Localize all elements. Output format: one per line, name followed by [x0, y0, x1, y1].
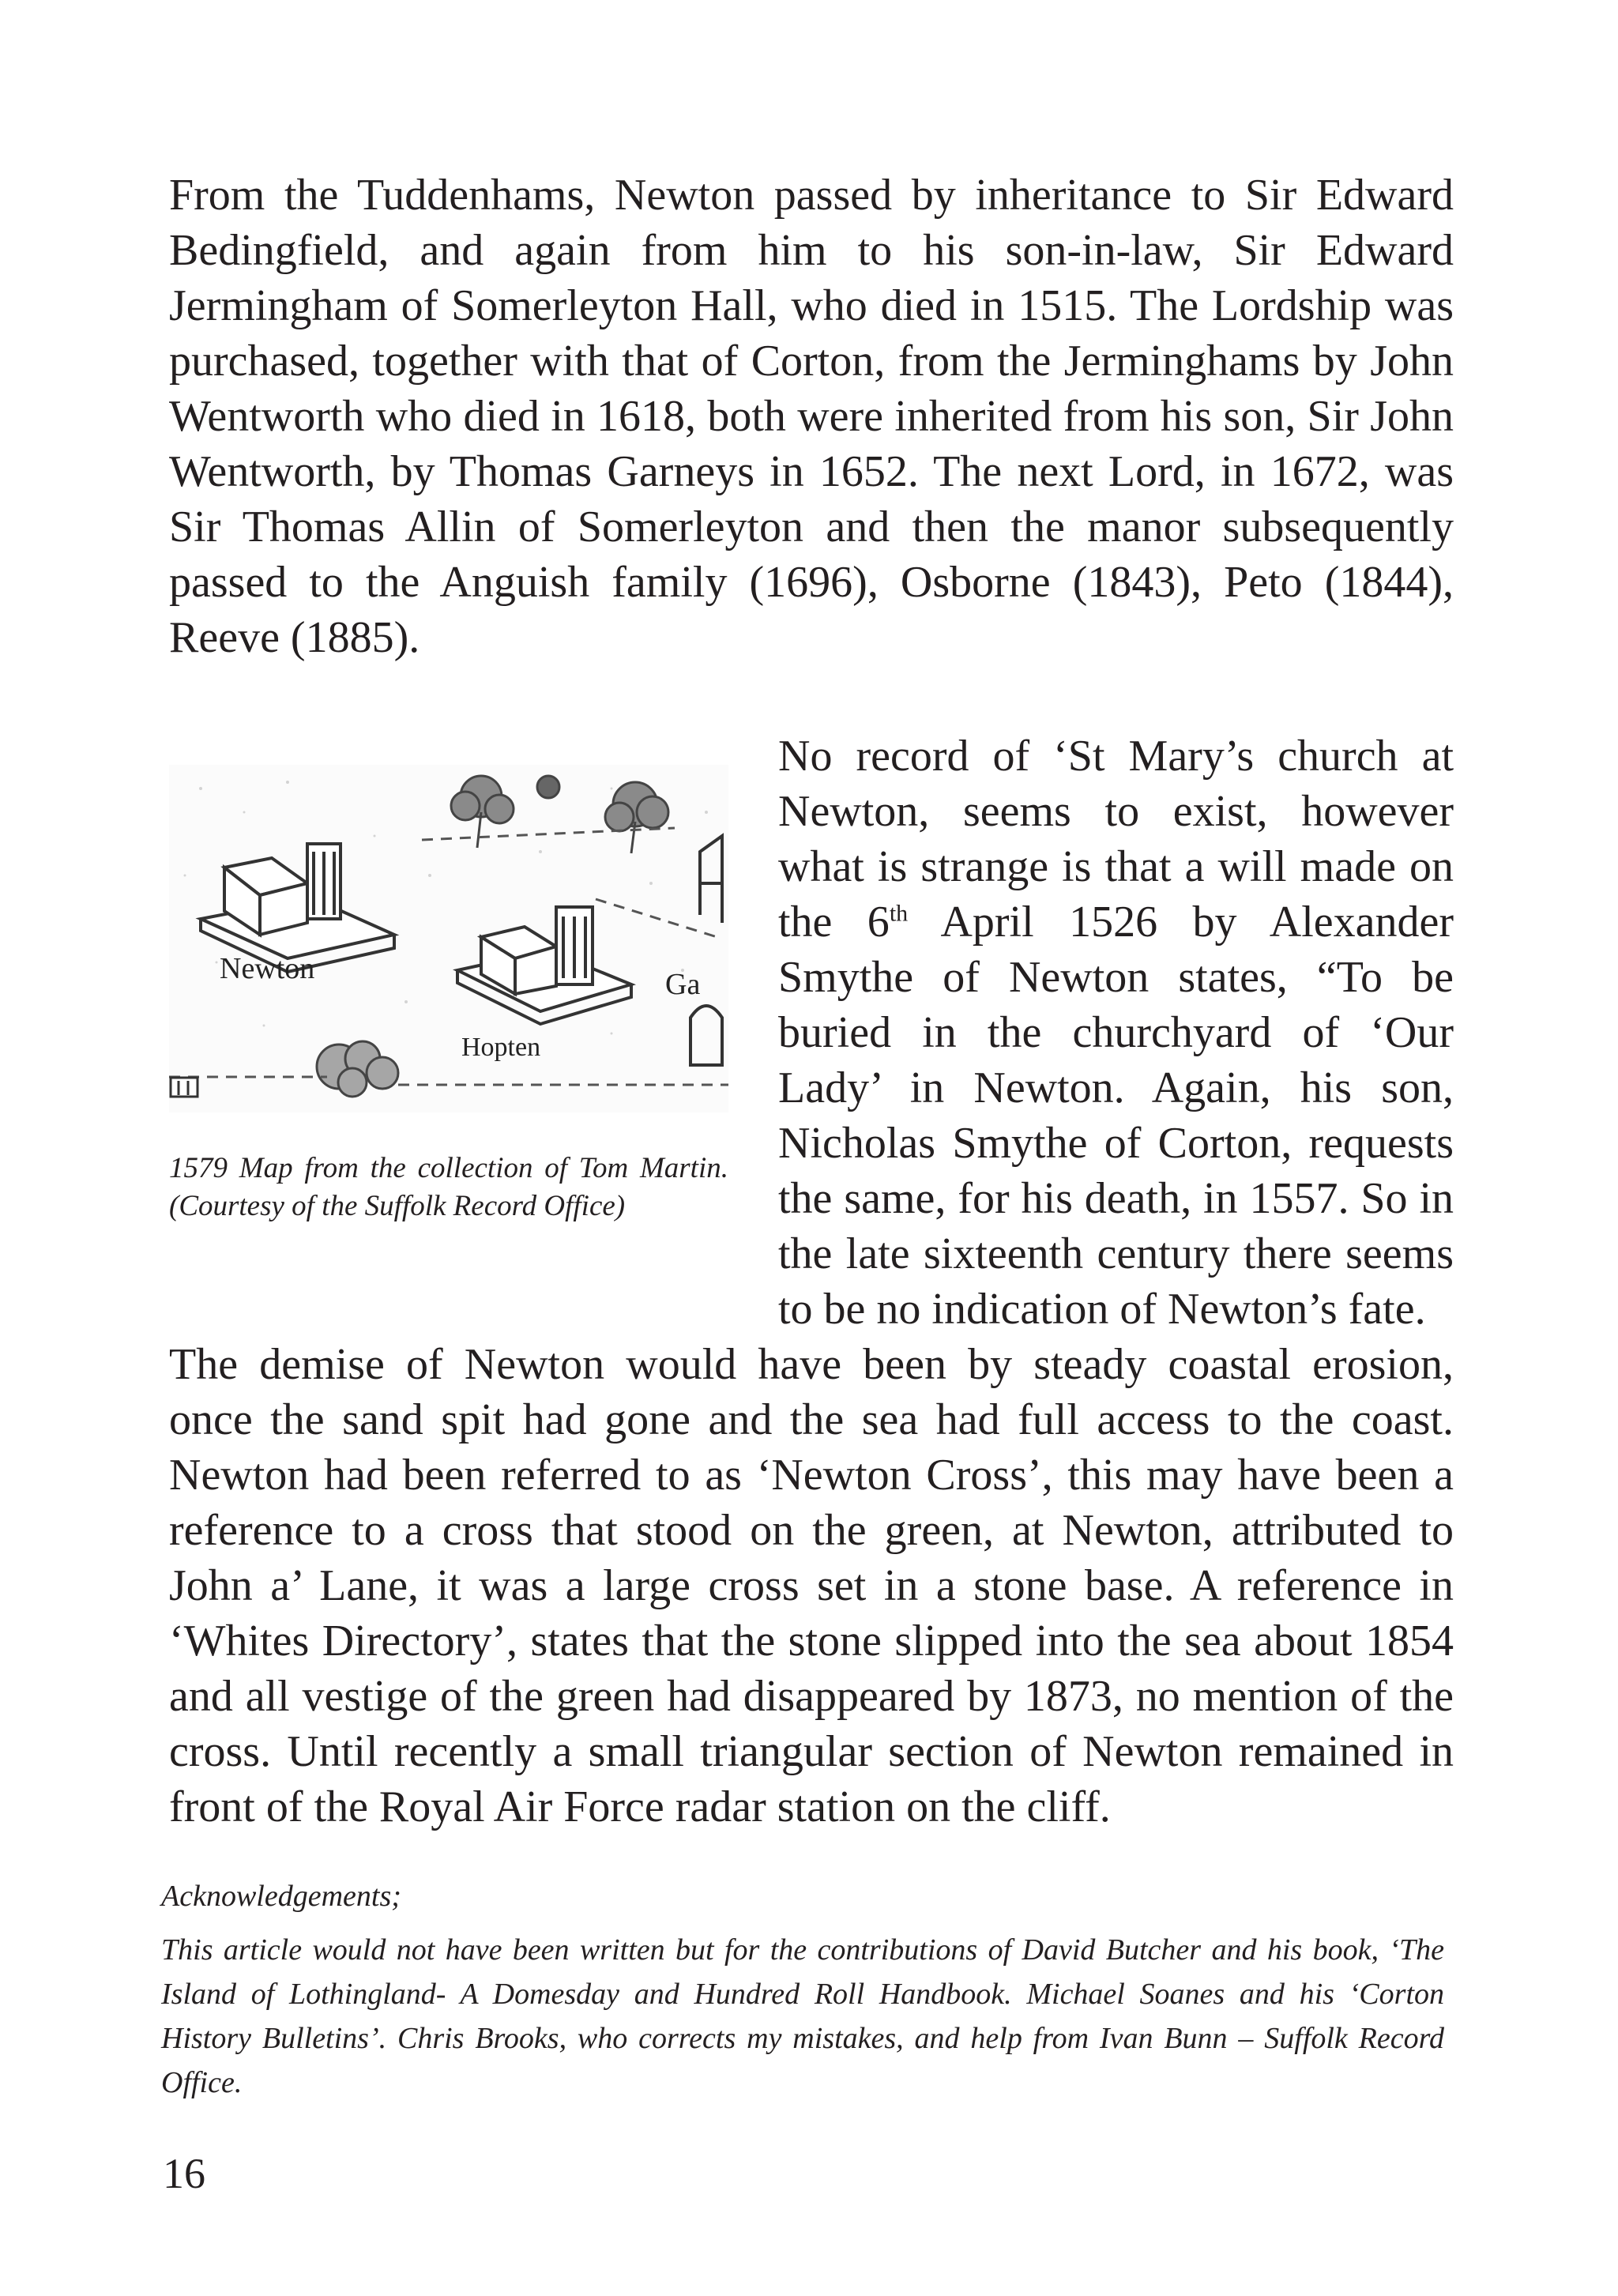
paragraph-2-text-start: No record of ‘St Mary’s church at Newton, seems to exist, however what is strange is that a will made on the 6 [778, 732, 1454, 947]
paragraph-3: once the sand spit had gone and the sea had full access to the coast. Newton had been referred to as ‘Newton Cross’, this may have been a reference to a cross that stood on the green, at Newton, attributed to John a’ Lane, it was a large cross set in a stone base. A reference in ‘Whites Directory’, states that the stone slipped into the sea about 1854 and all vestige of the green had disappeared by 1873, no mention of the cross. Until recently a small triangular section of Newton remained in front of the Royal Air Force radar station on the cliff. [169, 1395, 1454, 1831]
paragraph-1: From the Tuddenhams, Newton passed by inheritance to Sir Edward Bedingfield, and again from him to his son-in-law, Sir Edward Jermingham of Somerleyton Hall, who died in 1515. The Lordship was purchased, together with that of Corton, from the Jerminghams by John Wentworth who died in 1618, both were inherited from his son, Sir John Wentworth, by Thomas Garneys in 1652. The next Lord, in 1672, was Sir Thomas Allin of Somerleyton and then the manor subsequently passed to the Anguish family (1696), Osborne (1843), Peto (1844), Reeve (1885). [169, 171, 1454, 662]
map-1579-image [169, 765, 728, 1112]
map-caption: 1579 Map from the collection of Tom Martin. (Courtesy of the Suffolk Record Office) [169, 1152, 728, 1222]
ordinal-superscript: th [889, 900, 909, 927]
map-label-newton: Newton [220, 952, 315, 985]
paragraph-2 [778, 728, 1454, 1337]
acknowledgements-body: This article would not have been written but for the contributions of David Butcher and his book, ‘The Island of Lothingland- A Domesday and Hundred Roll Handbook. Michael Soanes and his ‘Corton History Bulletins’. Chris Brooks, who corrects my mistakes, and help from Ivan Bunn – Suffolk Record Office. [161, 1933, 1444, 2099]
paragraph-2-text-end: April 1526 by Alexander Smythe of Newton states, “To be buried in the churchyard of ‘Our Lady’ in Newton. Again, his son, Nicholas Smythe of Corton, requests the same, for his death, in 1557. So in the late sixteenth century there seems to be no indication of Newton’s fate. [778, 898, 1454, 1334]
historic-map-figure [169, 765, 728, 1112]
map-label-partial: Ga [665, 968, 701, 1001]
map-label-hopton: Hopten [461, 1033, 541, 1062]
page-number: 16 [163, 2150, 205, 2197]
acknowledgements-heading: Acknowledgements; [161, 1880, 401, 1913]
paragraph-3-first-line: The demise of Newton would have been by steady coastal erosion, [169, 1340, 1454, 1389]
